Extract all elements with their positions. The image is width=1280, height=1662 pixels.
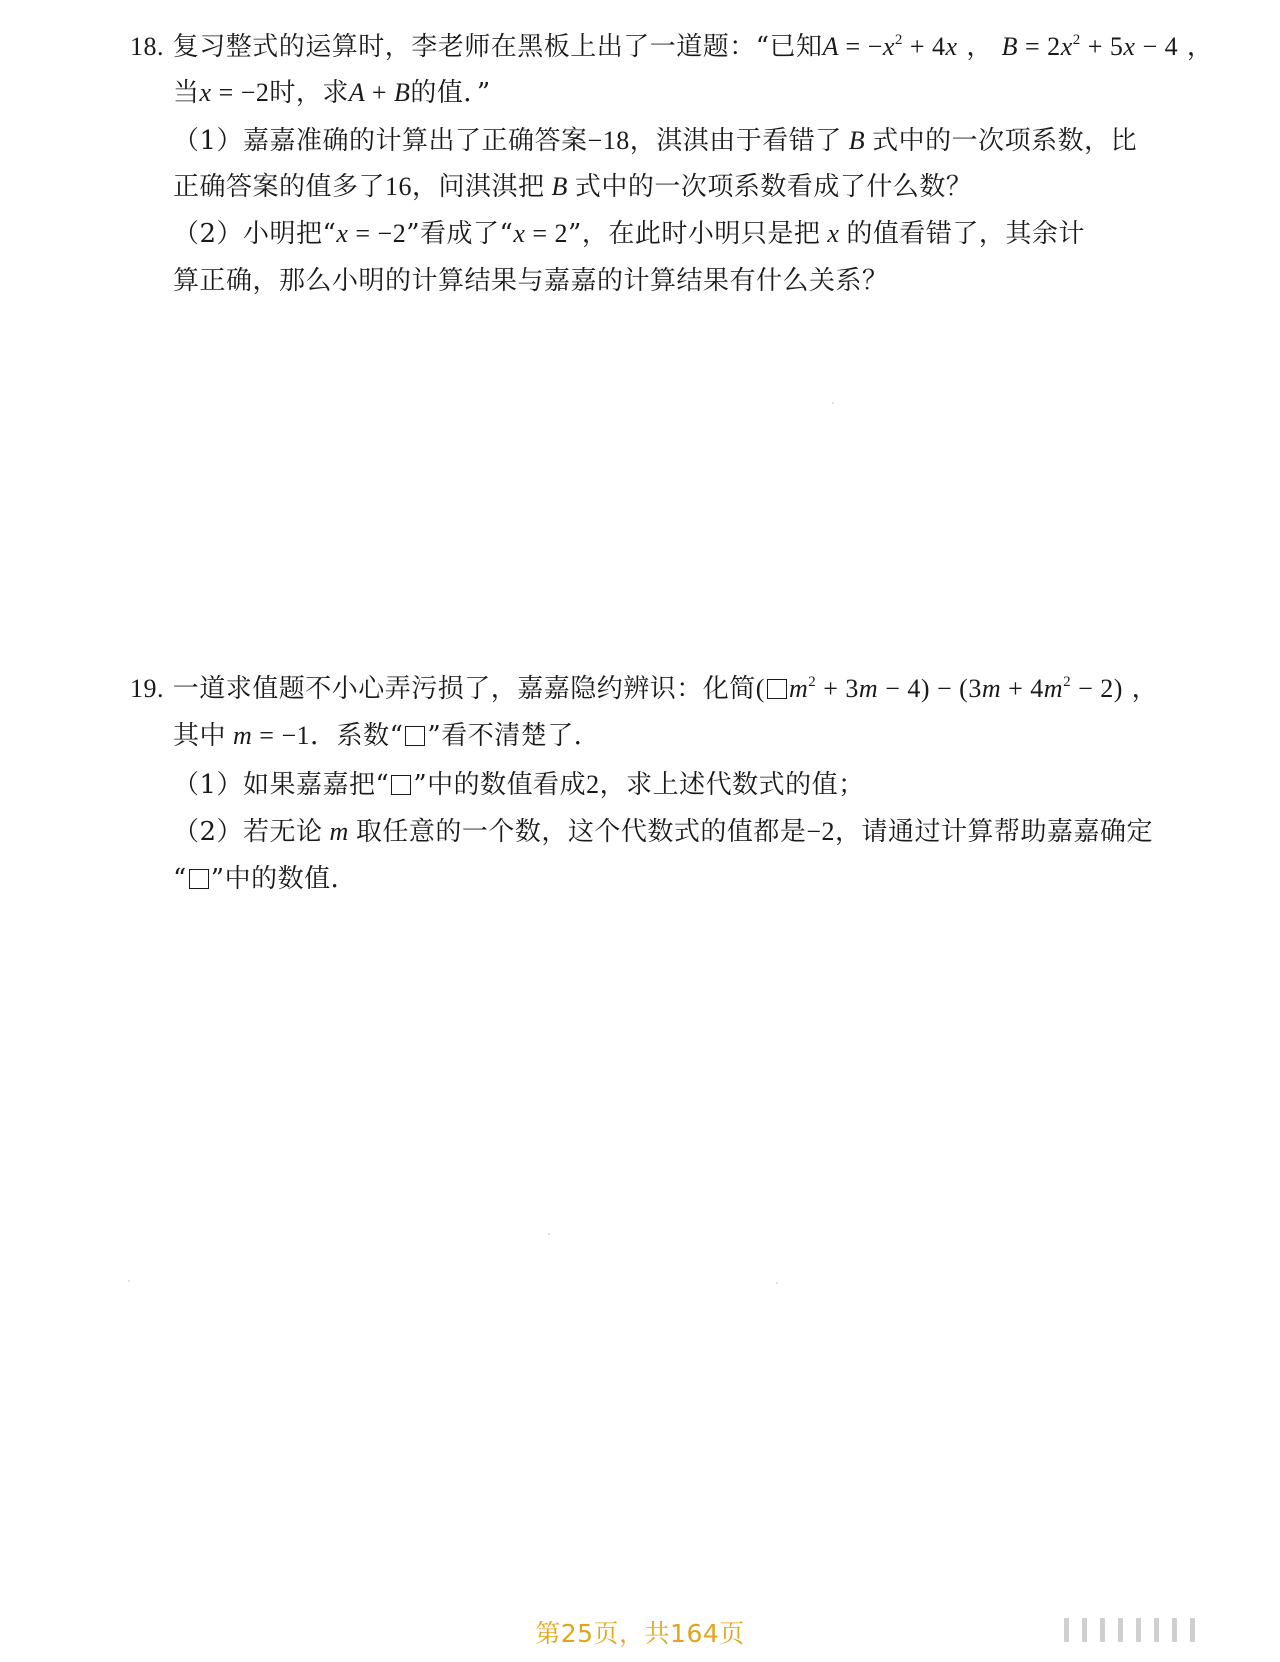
q19-stem-line2-b: ．系数“: [310, 721, 404, 751]
q18-part2-x: x: [820, 219, 847, 248]
q19-stem-line1: 19. 一道求值题不小心弄污损了，嘉嘉隐约辨识：化简( $m^2 + 3m - 4) - (3m + 4m^2 - 2)$ ，: [130, 674, 1159, 704]
q18-formula-B: $B = 2x^2 + 5x - 4$: [1001, 32, 1179, 61]
watermark-bars-icon: [1064, 1618, 1234, 1644]
q19-part1-b: ”中的数值看成: [413, 770, 587, 800]
q18-part1-line2-b: ，问淇淇把: [412, 172, 545, 202]
q18-part1-line2-B: B: [544, 172, 575, 201]
q18-part2-line2: [173, 264, 889, 298]
q19-part2-line2-a: “: [173, 864, 187, 894]
q19-part1-a: （1）如果嘉嘉把“: [173, 770, 390, 800]
q18-part2-a: （2）小明把“: [173, 219, 337, 249]
q18-part2-line1: [173, 217, 1085, 251]
q18-part1-diff: 16: [385, 172, 413, 201]
q18-part1-text-a: （1）嘉嘉准确的计算出了正确答案: [173, 126, 588, 156]
q19-part2-a: （2）若无论: [173, 817, 323, 847]
q19-stem-line2-c: ”看不清楚了．: [427, 721, 601, 751]
q19-part2-line1: [173, 815, 1153, 849]
q18-sum-expr: A + B: [348, 78, 411, 107]
q19-part2-value: −2: [806, 817, 836, 846]
blank-box-icon: [405, 726, 425, 746]
q18-part2-b: ”看成了“: [406, 219, 514, 249]
q18-stem-line2: [173, 76, 491, 110]
q18-part1-line2: [173, 170, 972, 204]
q18-stem-line1: 18. 复习整式的运算时，李老师在黑板上出了一道题：“已知$A = -x^2 + 4x$ ， $B = 2x^2 + 5x - 4$ ，: [130, 32, 1214, 62]
q19-part2-line2: [173, 862, 357, 896]
q18-part2-c: ”，在此时小明只是把: [568, 219, 821, 249]
q19-part1-c: ，求上述代数式的值；: [599, 770, 865, 800]
blank-box-icon: [189, 869, 209, 889]
q18-stem-prefix: 复习整式的运算时，李老师在黑板上出了一道题：“已知: [172, 32, 823, 62]
q18-part2-x-pos: x = 2: [513, 219, 569, 248]
scan-speck: [776, 1282, 778, 1284]
q18-part1-line2-a: 正确答案的值多了: [173, 172, 386, 202]
q19-part2-line2-b: ”中的数值．: [210, 864, 358, 894]
q18-part1-line2-c: 式中的一次项系数看成了什么数？: [574, 172, 973, 202]
q19-m-value: m = −1: [226, 721, 311, 750]
q19-stem-line2-a: 其中: [173, 721, 227, 751]
q18-x-value: x = −2: [199, 78, 270, 107]
q18-part2-x-neg: x = −2: [336, 219, 407, 248]
q18-stem-when: 当: [173, 78, 200, 108]
q18-part1-answer: −18: [587, 126, 630, 155]
q18-formula-A: $A = -x^2 + 4x$: [822, 32, 958, 61]
q19-number: 19.: [130, 674, 164, 703]
q19-part1: [173, 768, 865, 802]
q18-stem-tail: 的值．”: [410, 78, 491, 108]
scan-speck: [548, 1233, 550, 1235]
q19-part2-c: ，请通过计算帮助嘉嘉确定: [835, 817, 1154, 847]
q19-expression: ( $m^2 + 3m - 4) - (3m + 4m^2 - 2)$: [755, 674, 1123, 703]
blank-box-icon: [767, 679, 787, 699]
q18-part2-line2-text: 算正确，那么小明的计算结果与嘉嘉的计算结果有什么关系？: [173, 266, 889, 296]
q18-stem-find: 时，求: [269, 78, 349, 108]
blank-box-icon: [391, 775, 411, 795]
q19-part1-value: 2: [586, 770, 600, 799]
q18-part2-d: 的值看错了，其余计: [846, 219, 1085, 249]
q18-part1-line1: [173, 124, 1137, 158]
q19-part2-m: m: [322, 817, 356, 846]
page-number-label: 第25页，共164页: [535, 1619, 745, 1648]
q18-part1-B: B: [841, 126, 873, 155]
q18-part1-text-b: ，淇淇由于看错了: [629, 126, 842, 156]
q18-number: 18.: [130, 32, 164, 61]
scan-speck: [832, 402, 834, 404]
q18-part1-text-c: 式中的一次项系数，比: [872, 126, 1138, 156]
scan-speck: [128, 1280, 130, 1282]
q19-part2-b: 取任意的一个数，这个代数式的值都是: [355, 817, 807, 847]
q19-stem-line2: [173, 719, 600, 753]
q19-stem-a: 一道求值题不小心弄污损了，嘉嘉隐约辨识：化简: [172, 674, 756, 704]
